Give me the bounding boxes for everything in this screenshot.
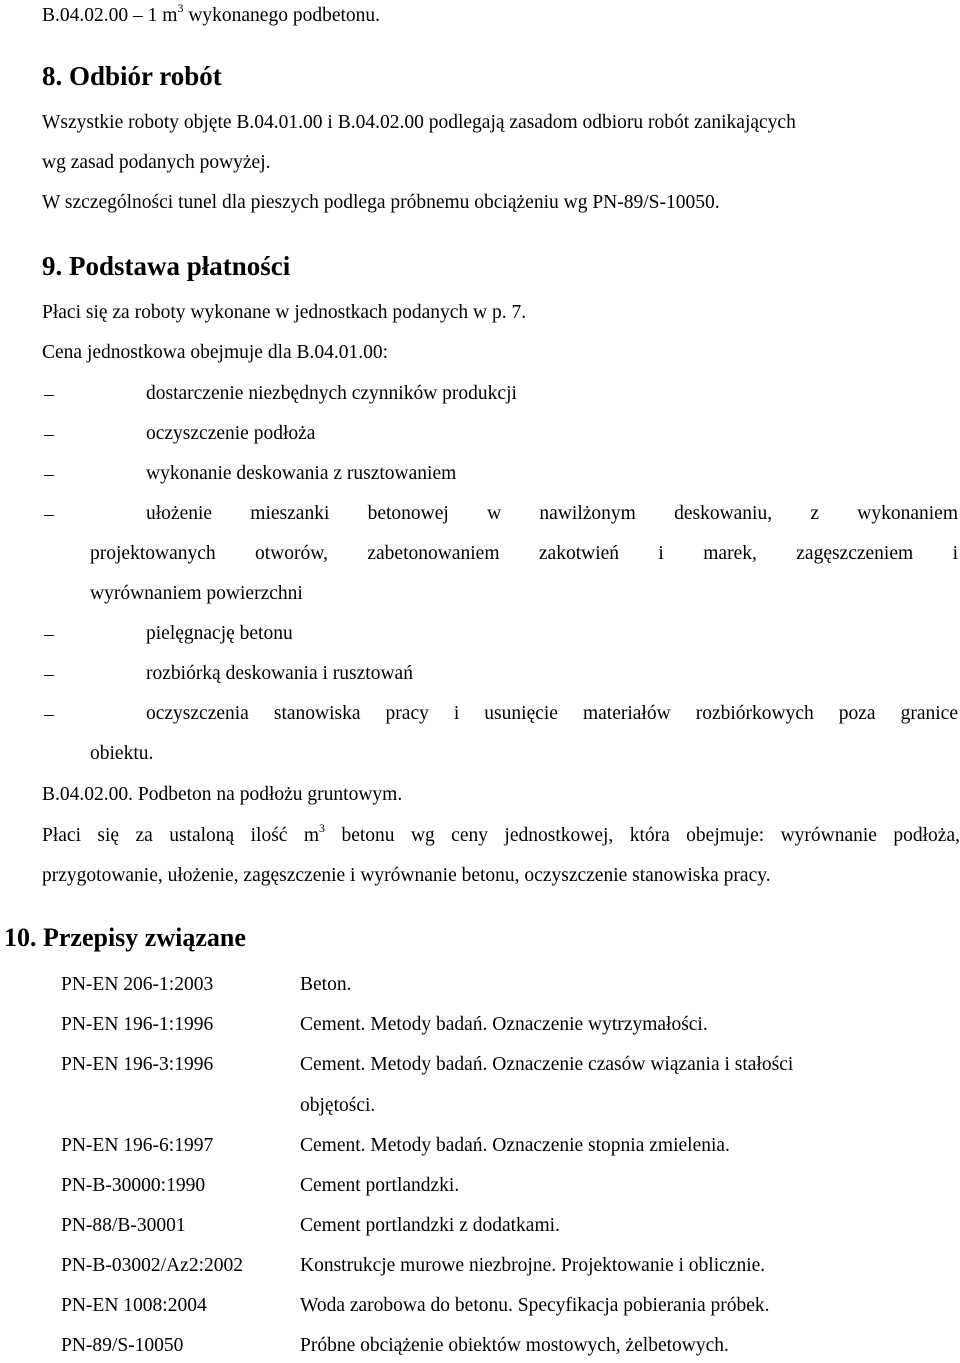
standard-code: PN-B-30000:1990 <box>61 1175 206 1196</box>
list-item: wykonanie deskowania z rusztowaniem <box>146 463 457 484</box>
top-line-prefix: B.04.02.00 – 1 m <box>42 5 178 26</box>
list-dash: – <box>44 504 54 525</box>
list-dash: – <box>44 464 54 485</box>
standard-code: PN-EN 196-1:1996 <box>61 1014 214 1035</box>
list-item: dostarczenie niezbędnych czynników produkcji <box>146 383 517 404</box>
standard-desc: Cement portlandzki z dodatkami. <box>300 1215 560 1236</box>
b0402-title: B.04.02.00. Podbeton na podłożu gruntowym. <box>42 784 403 805</box>
standard-desc: objętości. <box>300 1095 376 1116</box>
b0402-line2: przygotowanie, ułożenie, zagęszczenie i wyrównanie betonu, oczyszczenie stanowiska pracy. <box>42 865 771 886</box>
section-9-line1: Płaci się za roboty wykonane w jednostkach podanych w p. 7. <box>42 302 527 323</box>
standard-code: PN-EN 196-3:1996 <box>61 1054 214 1075</box>
standard-desc: Woda zarobowa do betonu. Specyfikacja pobierania próbek. <box>300 1295 770 1316</box>
list-item-continuation: projektowanych otworów, zabetonowaniem zakotwień i marek, zagęszczeniem i <box>90 543 958 564</box>
list-item: pielęgnację betonu <box>146 623 293 644</box>
standard-code: PN-EN 196-6:1997 <box>61 1135 214 1156</box>
list-item-continuation: obiektu. <box>90 743 154 764</box>
top-line-sup: 3 <box>177 1 184 15</box>
standard-code: PN-88/B-30001 <box>61 1215 186 1236</box>
b0402-line1-sup: 3 <box>319 821 326 835</box>
top-line <box>42 1 381 26</box>
standard-desc: Cement. Metody badań. Oznaczenie czasów wiązania i stałości <box>300 1054 794 1075</box>
b0402-line1-prefix: Płaci się za ustaloną ilość m <box>42 825 320 846</box>
standard-code: PN-EN 1008:2004 <box>61 1295 207 1316</box>
list-dash: – <box>44 424 54 445</box>
standard-desc: Konstrukcje murowe niezbrojne. Projektowanie i oblicznie. <box>300 1255 766 1276</box>
list-item: oczyszczenie podłoża <box>146 423 316 444</box>
standard-code: PN-89/S-10050 <box>61 1335 184 1356</box>
section-10-title: 10. Przepisy związane <box>4 923 246 952</box>
standard-desc: Cement. Metody badań. Oznaczenie wytrzymałości. <box>300 1014 708 1035</box>
list-item: ułożenie mieszanki betonowej w nawilżonym deskowaniu, z wykonaniem <box>146 503 958 524</box>
standard-desc: Cement. Metody badań. Oznaczenie stopnia zmielenia. <box>300 1135 730 1156</box>
standard-desc: Beton. <box>300 974 352 995</box>
section-8-para2: W szczególności tunel dla pieszych podlega próbnemu obciążeniu wg PN-89/S-10050. <box>42 192 720 213</box>
section-9-title: 9. Podstawa płatności <box>42 251 291 281</box>
list-dash: – <box>44 664 54 685</box>
section-8-para1-line2: wg zasad podanych powyżej. <box>42 152 271 173</box>
section-8-para1-line1: Wszystkie roboty objęte B.04.01.00 i B.04.02.00 podlegają zasadom odbioru robót zanikających <box>42 112 796 133</box>
standard-code: PN-EN 206-1:2003 <box>61 974 214 995</box>
b0402-line1-suffix: betonu wg ceny jednostkowej, która obejmuje: wyrównanie podłoża, <box>325 825 960 846</box>
standard-desc: Cement portlandzki. <box>300 1175 460 1196</box>
list-item-continuation: wyrównaniem powierzchni <box>90 583 303 604</box>
list-dash: – <box>44 384 54 405</box>
section-8-title: 8. Odbiór robót <box>42 61 222 91</box>
section-9-line2: Cena jednostkowa obejmuje dla B.04.01.00: <box>42 342 389 363</box>
standard-desc: Próbne obciążenie obiektów mostowych, żelbetowych. <box>300 1335 729 1356</box>
list-dash: – <box>44 624 54 645</box>
list-item: oczyszczenia stanowiska pracy i usunięcie materiałów rozbiórkowych poza granice <box>146 703 958 724</box>
top-line-suffix: wykonanego podbetonu. <box>183 5 381 26</box>
b0402-line1 <box>42 821 960 846</box>
list-dash: – <box>44 704 54 725</box>
standard-code: PN-B-03002/Az2:2002 <box>61 1255 243 1276</box>
list-item: rozbiórką deskowania i rusztowań <box>146 663 413 684</box>
